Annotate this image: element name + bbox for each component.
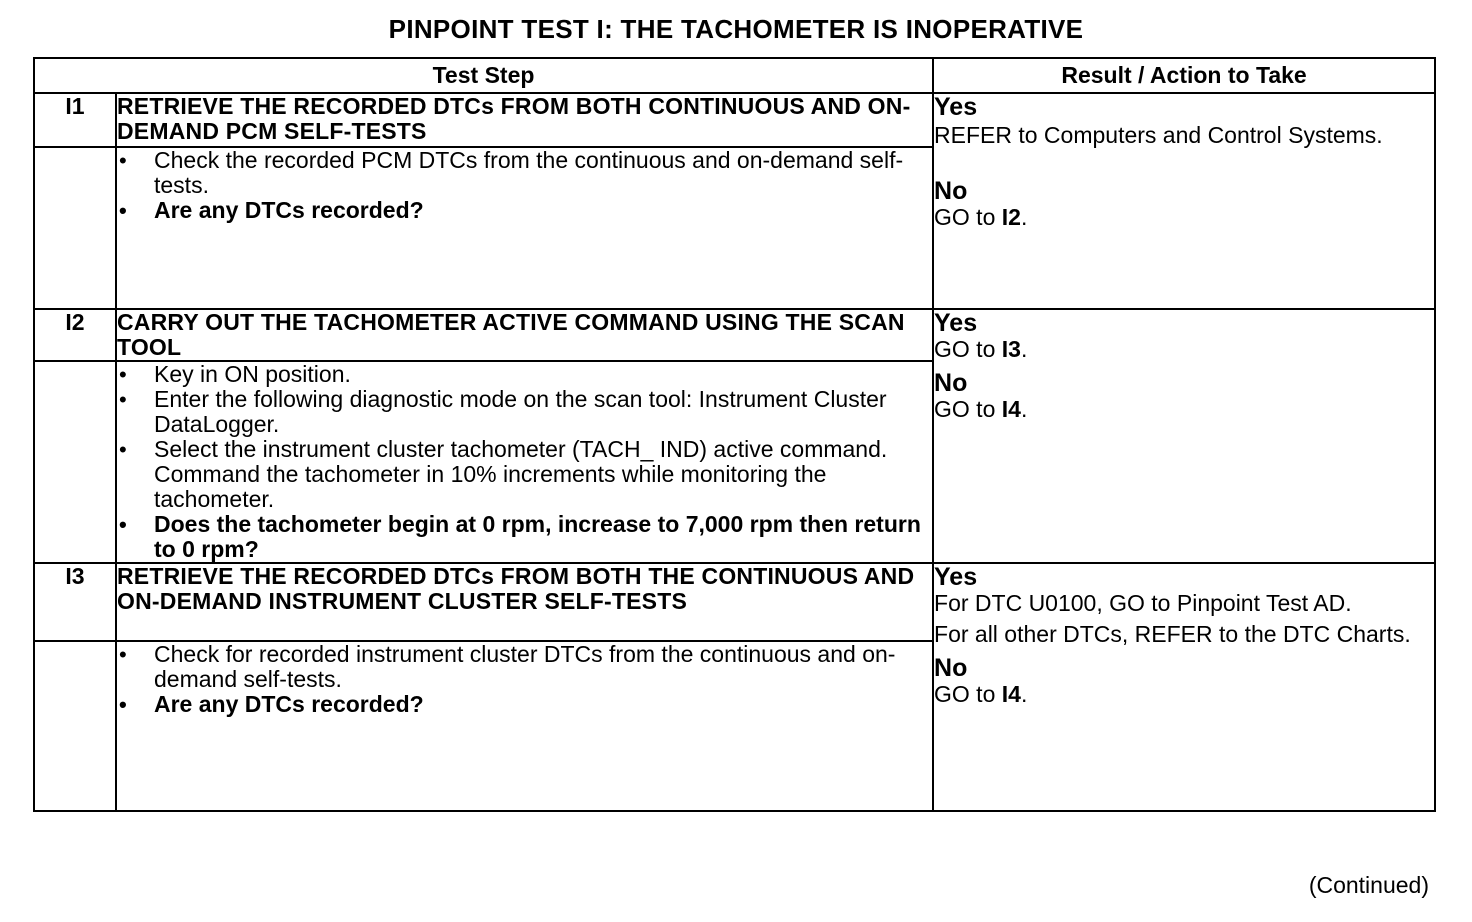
spacer bbox=[934, 150, 1434, 178]
no-action-end: . bbox=[1020, 681, 1028, 707]
yes-action-text: GO to bbox=[934, 336, 1002, 362]
step-list bbox=[117, 148, 932, 223]
step-list bbox=[117, 642, 932, 717]
step-body bbox=[116, 361, 933, 563]
step-id-cell bbox=[34, 147, 116, 309]
step-result bbox=[933, 93, 1435, 309]
result-header: Result / Action to Take bbox=[933, 58, 1435, 93]
no-action-text: GO to bbox=[934, 204, 1002, 230]
no-action bbox=[934, 396, 1434, 426]
list-item: • Are any DTCs recorded? bbox=[117, 198, 932, 223]
no-label: No bbox=[934, 654, 968, 682]
step-heading-row bbox=[34, 563, 1435, 641]
yes-label: Yes bbox=[934, 93, 978, 121]
step-heading-row bbox=[34, 309, 1435, 361]
yes-action-detail: For all other DTCs, REFER to the DTC Charts. bbox=[934, 621, 1411, 647]
spacer bbox=[934, 362, 1434, 370]
step-heading: RETRIEVE THE RECORDED DTCs FROM BOTH CONTINUOUS AND ON-DEMAND PCM SELF-TESTS bbox=[116, 93, 933, 147]
test-step-header: Test Step bbox=[34, 58, 933, 93]
no-label: No bbox=[934, 177, 968, 205]
list-item: • Enter the following diagnostic mode on the scan tool: Instrument Cluster DataLogger. bbox=[117, 387, 932, 437]
page-title: PINPOINT TEST I: THE TACHOMETER IS INOPERATIVE bbox=[388, 14, 1084, 44]
continued-note: (Continued) bbox=[1308, 872, 1429, 898]
pinpoint-test-table bbox=[33, 57, 1436, 812]
table-header-row bbox=[34, 58, 1435, 93]
yes-step-ref[interactable]: I3 bbox=[1001, 336, 1021, 362]
step-id: I3 bbox=[34, 563, 116, 641]
step-result bbox=[933, 309, 1435, 563]
step-result bbox=[933, 563, 1435, 811]
no-label: No bbox=[934, 369, 968, 397]
list-item: • Select the instrument cluster tachometer (TACH_ IND) active command. Command the tachometer in 10% increments while monitoring the tachometer. bbox=[117, 437, 932, 512]
no-action-end: . bbox=[1020, 396, 1028, 422]
yes-action-end: . bbox=[1020, 336, 1028, 362]
no-step-ref[interactable]: I4 bbox=[1001, 681, 1021, 707]
step-id: I2 bbox=[34, 309, 116, 361]
no-action-text: GO to bbox=[934, 396, 1002, 422]
step-list bbox=[117, 362, 932, 562]
no-action bbox=[934, 204, 1434, 230]
list-item: • Are any DTCs recorded? bbox=[117, 692, 932, 717]
yes-label: Yes bbox=[934, 563, 978, 591]
step-id-cell bbox=[34, 641, 116, 811]
list-item: • Check the recorded PCM DTCs from the continuous and on-demand self-tests. bbox=[117, 148, 932, 198]
step-heading: CARRY OUT THE TACHOMETER ACTIVE COMMAND USING THE SCAN TOOL bbox=[116, 309, 933, 361]
step-id-cell bbox=[34, 361, 116, 563]
step-body bbox=[116, 641, 933, 811]
step-heading: RETRIEVE THE RECORDED DTCs FROM BOTH THE CONTINUOUS AND ON-DEMAND INSTRUMENT CLUSTER SELF-TESTS bbox=[116, 563, 933, 641]
no-action-end: . bbox=[1020, 204, 1028, 230]
no-action-text: GO to bbox=[934, 681, 1002, 707]
no-action bbox=[934, 681, 1434, 711]
list-item: • Does the tachometer begin at 0 rpm, increase to 7,000 rpm then return to 0 rpm? bbox=[117, 512, 932, 562]
step-heading-row bbox=[34, 93, 1435, 147]
step-id: I1 bbox=[34, 93, 116, 147]
yes-action: For DTC U0100, GO to Pinpoint Test AD. bbox=[934, 590, 1352, 616]
list-item: • Key in ON position. bbox=[117, 362, 932, 387]
yes-label: Yes bbox=[934, 309, 978, 337]
spacer bbox=[934, 647, 1434, 655]
list-item: • Check for recorded instrument cluster DTCs from the continuous and on-demand self-tests. bbox=[117, 642, 932, 692]
no-step-ref[interactable]: I2 bbox=[1001, 204, 1021, 230]
yes-action bbox=[934, 336, 1434, 362]
no-step-ref[interactable]: I4 bbox=[1001, 396, 1021, 422]
yes-action: REFER to Computers and Control Systems. bbox=[934, 122, 1383, 148]
step-body bbox=[116, 147, 933, 309]
